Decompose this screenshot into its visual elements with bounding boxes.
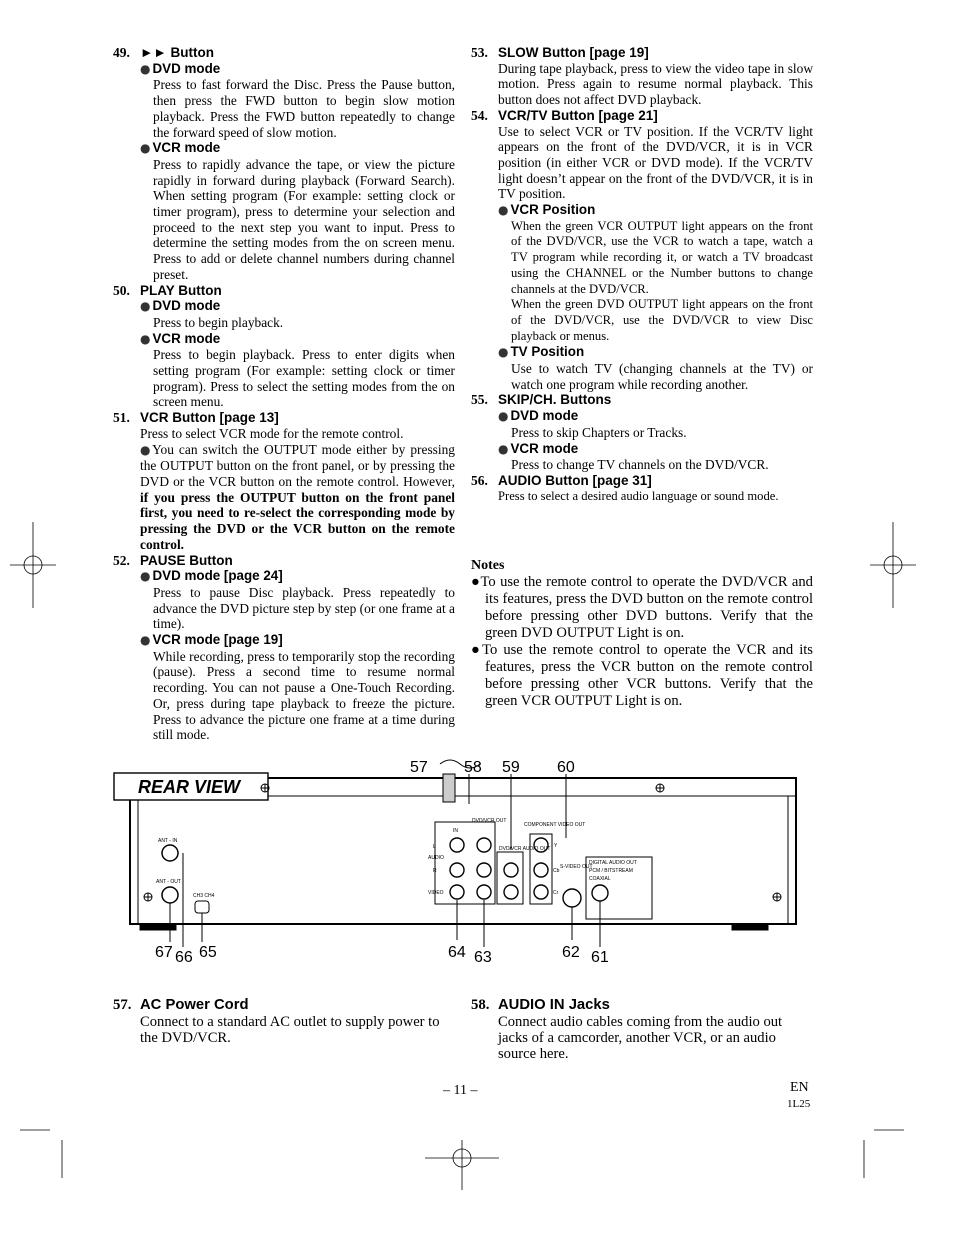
item-55: 55. SKIP/CH. Buttons ● DVD mode Press to skip Chapters or Tracks. ● VCR mode Press to change TV channels on the DVD/VCR. (471, 392, 769, 473)
language-code: EN (790, 1080, 809, 1095)
item-title: ►► Button (140, 45, 214, 60)
svg-text:COAXIAL: COAXIAL (589, 876, 611, 882)
page-number: – 11 – (443, 1083, 478, 1098)
callout-58: 58 (464, 759, 482, 776)
callout-63: 63 (474, 949, 492, 966)
item-title: PAUSE Button (140, 552, 233, 568)
item-56: 56. AUDIO Button [page 31] Press to select a desired audio language or sound mode. (471, 472, 779, 503)
model-code: 1L25 (787, 1098, 811, 1110)
note-item: ●To use the remote control to operate the DVD/VCR and its features, press the DVD button on the remote control before pressing other DVD buttons. Verify that the green DVD OUTPUT Light is on. (471, 574, 813, 641)
note-item: ●To use the remote control to operate the VCR and its features, press the VCR button on the remote control before pressing other VCR buttons. Verify that the green VCR OUTPUT Light is on. (471, 642, 813, 709)
svg-text:Y: Y (554, 843, 558, 849)
bullet-icon: ● (140, 442, 153, 457)
callout-67: 67 (155, 944, 173, 961)
item-49: 49. ►► Button ● DVD mode Press to fast forward the Disc. Press the Pause button, then press the FWD button to begin slow motion playback. Press the FWD button repeatedly to change the forward speed of slow motion. ● VCR mode Press to rapidly advance the tape, or view the picture rapidly in forward during playback (Forward Search). When setting program (For example: setting clock or timer program), press to determine your selection and proceed to the next step you want to input. Press to determine the setting modes from the on screen menu. Press to add or delete channel numbers during channel preset. (113, 45, 455, 282)
bullet-icon: ● (140, 141, 151, 156)
item-title: VCR Button [page 13] (140, 410, 279, 426)
bullet-icon: ● (498, 441, 509, 456)
notes-title: Notes (471, 558, 505, 573)
svg-text:IN: IN (453, 828, 458, 834)
svg-text:L: L (433, 844, 436, 850)
item-title: AUDIO IN Jacks (498, 997, 610, 1013)
bullet-icon: ● (140, 331, 151, 346)
item-title: VCR/TV Button [page 21] (498, 107, 658, 123)
svg-text:VIDEO: VIDEO (428, 890, 444, 896)
svg-text:COMPONENT VIDEO OUT: COMPONENT VIDEO OUT (524, 822, 586, 828)
svg-text:DVD/VCR AUDIO OUT: DVD/VCR AUDIO OUT (499, 846, 551, 852)
callout-66: 66 (175, 949, 193, 966)
item-51: 51. VCR Button [page 13] Press to select VCR mode for the remote control. ●You can switch the OUTPUT mode either by pressing the OUTPUT button on the front panel, or by pressing the DVD or the VCR button on the remote control. However, if you press the OUTPUT button on the front panel first, you need to re-select the corresponding mode by pressing the DVD or the VCR button on the remote control. (113, 410, 455, 552)
callout-62: 62 (562, 944, 580, 961)
bullet-icon: ● (140, 61, 151, 76)
callout-57: 57 (410, 759, 428, 776)
svg-text:ANT - IN: ANT - IN (158, 838, 178, 844)
bullet-icon: ● (498, 345, 509, 360)
svg-text:DIGITAL AUDIO OUT: DIGITAL AUDIO OUT (589, 860, 637, 866)
item-title: SKIP/CH. Buttons (498, 392, 612, 408)
callout-65: 65 (199, 944, 217, 961)
svg-text:AUDIO: AUDIO (428, 855, 444, 861)
item-title: PLAY Button (140, 282, 222, 298)
svg-text:Cb: Cb (553, 868, 560, 874)
callout-61: 61 (591, 949, 609, 966)
item-58: 58. AUDIO IN Jacks Connect audio cables coming from the audio out jacks of a camcorder, another VCR, or an audio source here. (471, 997, 783, 1062)
bullet-icon: ● (140, 299, 151, 314)
bullet-icon: ● (498, 409, 509, 424)
callout-64: 64 (448, 944, 466, 961)
callout-60: 60 (557, 759, 575, 776)
svg-text:R: R (433, 868, 437, 874)
item-54: 54. VCR/TV Button [page 21] Use to select VCR or TV position. If the VCR/TV light appears on the front of the DVD/VCR, it is in VCR position (in either VCR or DVD mode). If the VCR/TV light doesn’t appear on the front of the DVD/VCR, it is in TV position. ● VCR Position When the green VCR OUTPUT light appears on the front of the DVD/VCR, use the VCR to watch a tape, watch a TV program while recording it, or watch a TV broadcast using the CHANNEL or the Number buttons to change channels at the DVD/VCR. When the green DVD OUTPUT light appears on the front of the DVD/VCR, use the DVD/VCR to view Disc playback or menus. ● TV Position Use to watch TV (changing channels at the TV) or watch one program while recording another. (471, 107, 813, 392)
rear-view-title: REAR VIEW (138, 777, 241, 797)
bullet-icon: ● (498, 203, 509, 218)
svg-text:Cr: Cr (553, 890, 559, 896)
item-50: 50. PLAY Button ● DVD mode Press to begin playback. ● VCR mode Press to begin playback. Press to enter digits when setting program (For example: setting clock or timer program). Press to select the setting modes from the on screen menu. (113, 282, 455, 410)
item-title: AUDIO Button [page 31] (498, 472, 652, 488)
svg-text:PCM / BITSTREAM: PCM / BITSTREAM (589, 868, 633, 874)
item-title: AC Power Cord (140, 997, 249, 1013)
item-title: SLOW Button [page 19] (498, 45, 649, 60)
svg-text:S-VIDEO OUT: S-VIDEO OUT (560, 864, 593, 870)
svg-text:DVD/VCR OUT: DVD/VCR OUT (472, 818, 507, 824)
bullet-icon: ● (140, 569, 151, 584)
svg-text:ANT - OUT: ANT - OUT (156, 879, 181, 885)
item-57: 57. AC Power Cord Connect to a standard AC outlet to supply power to the DVD/VCR. (113, 997, 440, 1046)
item-52: 52. PAUSE Button ● DVD mode [page 24] Press to pause Disc playback. Press repeatedly to advance the DVD picture step by step (or one frame at a time). ● VCR mode [page 19] While recording, press to temporarily stop the recording (pause). Press a second time to resume normal recording. You can not pause a One-Touch Recording. Or, press during tape playback to freeze the picture. Press to advance the picture one frame at a time during still mode. (113, 552, 455, 743)
svg-text:CH3 CH4: CH3 CH4 (193, 893, 215, 899)
callout-59: 59 (502, 759, 520, 776)
item-53: 53. SLOW Button [page 19] During tape playback, press to view the video tape in slow motion. Press again to resume normal playback. This button does not affect DVD playback. (471, 45, 813, 108)
bullet-icon: ● (140, 633, 151, 648)
